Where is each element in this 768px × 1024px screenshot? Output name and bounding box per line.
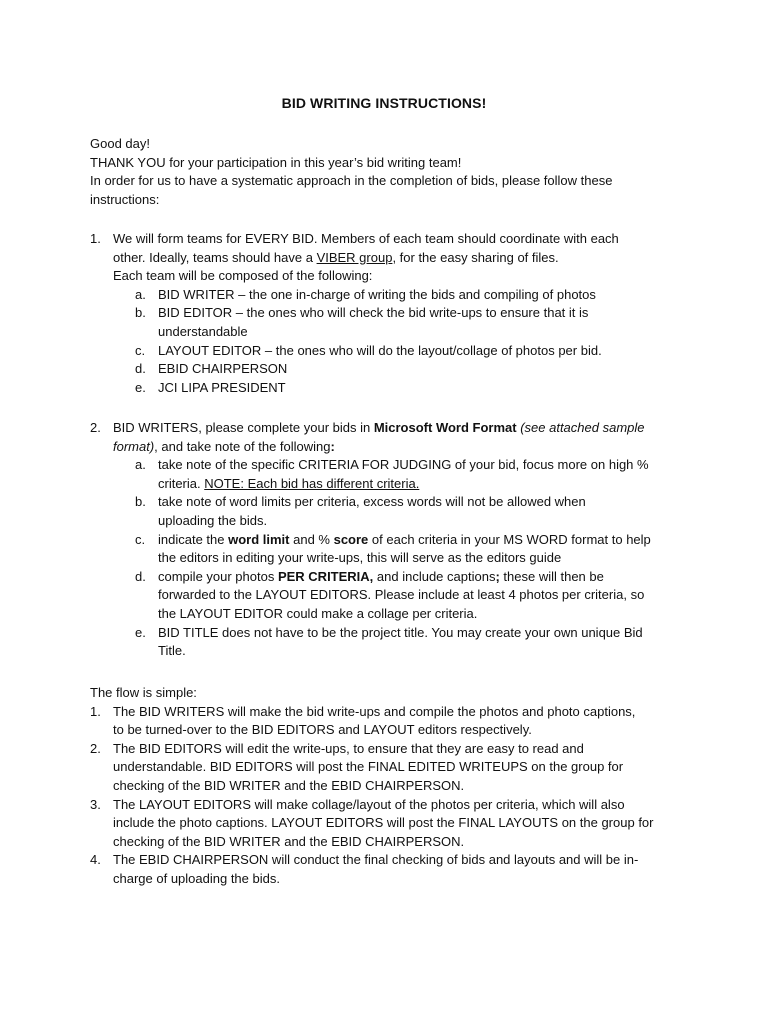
sub-item-c <box>90 531 690 568</box>
team-roles-list <box>90 286 690 398</box>
sub-c-text-1: indicate the <box>158 531 229 547</box>
team-role-text: understandable <box>158 323 248 339</box>
sub-e-line-2: Title. <box>158 643 186 659</box>
flow-heading: The flow is simple: <box>90 685 197 700</box>
flow-step <box>90 703 690 740</box>
word-limit-text: word limit <box>228 531 290 547</box>
instruction-item-2 <box>90 419 690 661</box>
sub-letter: e. <box>135 379 146 395</box>
approach-text-line-2: instructions: <box>90 191 160 207</box>
word-format-text: Microsoft Word Format <box>373 420 517 435</box>
team-role-item <box>90 286 690 305</box>
sub-item-e <box>90 624 690 661</box>
sub-d-line-2: forwarded to the LAYOUT EDITORS. Please include at least 4 photos per criteria, so <box>158 587 645 603</box>
sub-d-line-1 <box>158 568 690 587</box>
criteria-note-text: NOTE: Each bid has different criteria. <box>204 475 420 491</box>
flow-step-text: understandable. BID EDITORS will post the FINAL EDITED WRITEUPS on the group for <box>113 759 624 775</box>
team-role-text: JCI LIPA PRESIDENT <box>158 379 286 395</box>
thanks-text: THANK YOU for your participation in this year’s bid writing team! <box>90 154 462 170</box>
team-role-item <box>90 342 690 361</box>
sample-format-text: (see attached sample <box>516 420 645 435</box>
sub-a-line-2-text: criteria. <box>158 475 205 491</box>
item-1-line-2-text: other. Ideally, teams should have a <box>113 249 317 265</box>
flow-step-text: checking of the BID WRITER and the EBID CHAIRPERSON. <box>113 777 465 793</box>
team-role-text: EBID CHAIRPERSON <box>158 361 288 377</box>
step-number: 3. <box>90 796 101 812</box>
item-2-line-2 <box>113 438 690 457</box>
sub-b-line-2: uploading the bids. <box>158 512 268 528</box>
sub-d-text-2: and include captions <box>373 568 496 584</box>
intro-section <box>90 135 690 209</box>
sub-c-line-1 <box>158 531 690 550</box>
sub-letter: d. <box>135 568 146 584</box>
viber-group-text: VIBER group <box>316 249 393 265</box>
sub-c-text-2: and % <box>289 531 334 547</box>
sub-c-text-3: of each criteria in your MS WORD format to help <box>368 531 651 547</box>
score-text: score <box>333 531 369 547</box>
flow-step-text: charge of uploading the bids. <box>113 870 280 886</box>
sub-letter: c. <box>135 342 146 358</box>
sub-item-d <box>90 568 690 624</box>
sub-letter: a. <box>135 457 146 473</box>
flow-step-text: checking of the BID WRITER and the EBID CHAIRPERSON. <box>113 833 465 849</box>
flow-step <box>90 851 690 888</box>
format-paren-text: format) <box>113 438 155 454</box>
approach-text-line-1: In order for us to have a systematic approach in the completion of bids, please follow these <box>90 173 613 189</box>
sub-d-semicolon: ; <box>495 568 500 584</box>
sub-letter: c. <box>135 531 146 547</box>
sub-letter: a. <box>135 286 146 302</box>
sub-a-line-2 <box>158 475 690 494</box>
step-number: 2. <box>90 740 101 756</box>
sub-item-a <box>90 456 690 493</box>
step-number: 4. <box>90 852 101 868</box>
flow-step-text: include the photo captions. LAYOUT EDITORS will post the FINAL LAYOUTS on the group for <box>113 815 654 831</box>
document-title: BID WRITING INSTRUCTIONS! <box>281 95 487 111</box>
item-number: 1. <box>90 231 101 246</box>
item-2-line-2-text: , and take note of the following <box>154 438 331 454</box>
team-role-text: BID WRITER – the one in-charge of writing the bids and compiling of photos <box>158 286 596 302</box>
flow-step <box>90 796 690 852</box>
sub-item-b <box>90 493 690 530</box>
item-2-line-1 <box>113 419 690 438</box>
flow-step <box>90 740 690 796</box>
sub-a-line-1: take note of the specific CRITERIA FOR JUDGING of your bid, focus more on high % <box>158 457 649 473</box>
item-1-line-2-end: , for the easy sharing of files. <box>392 249 559 265</box>
flow-step-text: The LAYOUT EDITORS will make collage/layout of the photos per criteria, which will also <box>113 796 625 812</box>
flow-section <box>90 684 690 889</box>
sub-letter: e. <box>135 624 146 640</box>
instruction-item-1 <box>90 230 690 397</box>
flow-list <box>90 703 690 889</box>
team-role-item <box>90 360 690 379</box>
sub-d-text-3: these will then be <box>499 568 604 584</box>
sub-letter: d. <box>135 361 146 377</box>
item-number: 2. <box>90 420 101 435</box>
item-1-line-3: Each team will be composed of the following: <box>113 268 373 284</box>
flow-step-text: to be turned-over to the BID EDITORS and LAYOUT editors respectively. <box>113 722 532 738</box>
team-role-item <box>90 379 690 398</box>
greeting-text: Good day! <box>90 136 150 151</box>
team-role-text: LAYOUT EDITOR – the ones who will do the layout/collage of photos per bid. <box>158 342 602 358</box>
sub-letter: b. <box>135 305 146 321</box>
flow-step-text: The BID WRITERS will make the bid write-ups and compile the photos and photo captions, <box>113 703 636 719</box>
team-role-text: BID EDITOR – the ones who will check the bid write-ups to ensure that it is <box>158 305 589 321</box>
team-role-item <box>90 304 690 341</box>
flow-step-text: The EBID CHAIRPERSON will conduct the final checking of bids and layouts and will be in- <box>113 852 639 868</box>
item-1-line-1: We will form teams for EVERY BID. Members of each team should coordinate with each <box>113 231 619 246</box>
sub-c-line-2: the editors in editing your write-ups, this will serve as the editors guide <box>158 550 562 566</box>
item-1-line-2 <box>113 249 690 268</box>
sub-letter: b. <box>135 494 146 510</box>
sub-d-text-1: compile your photos <box>158 568 278 584</box>
step-number: 1. <box>90 703 101 719</box>
flow-step-text: The BID EDITORS will edit the write-ups, to ensure that they are easy to read and <box>113 740 584 756</box>
item-2-line-1-text: BID WRITERS, please complete your bids in <box>113 420 374 435</box>
item-2-colon: : <box>330 438 335 454</box>
sub-d-line-3: the LAYOUT EDITOR could make a collage per criteria. <box>158 605 478 621</box>
sub-b-line-1: take note of word limits per criteria, excess words will not be allowed when <box>158 494 586 510</box>
per-criteria-text: PER CRITERIA, <box>277 568 374 584</box>
sub-e-line-1: BID TITLE does not have to be the project title. You may create your own unique Bid <box>158 624 643 640</box>
